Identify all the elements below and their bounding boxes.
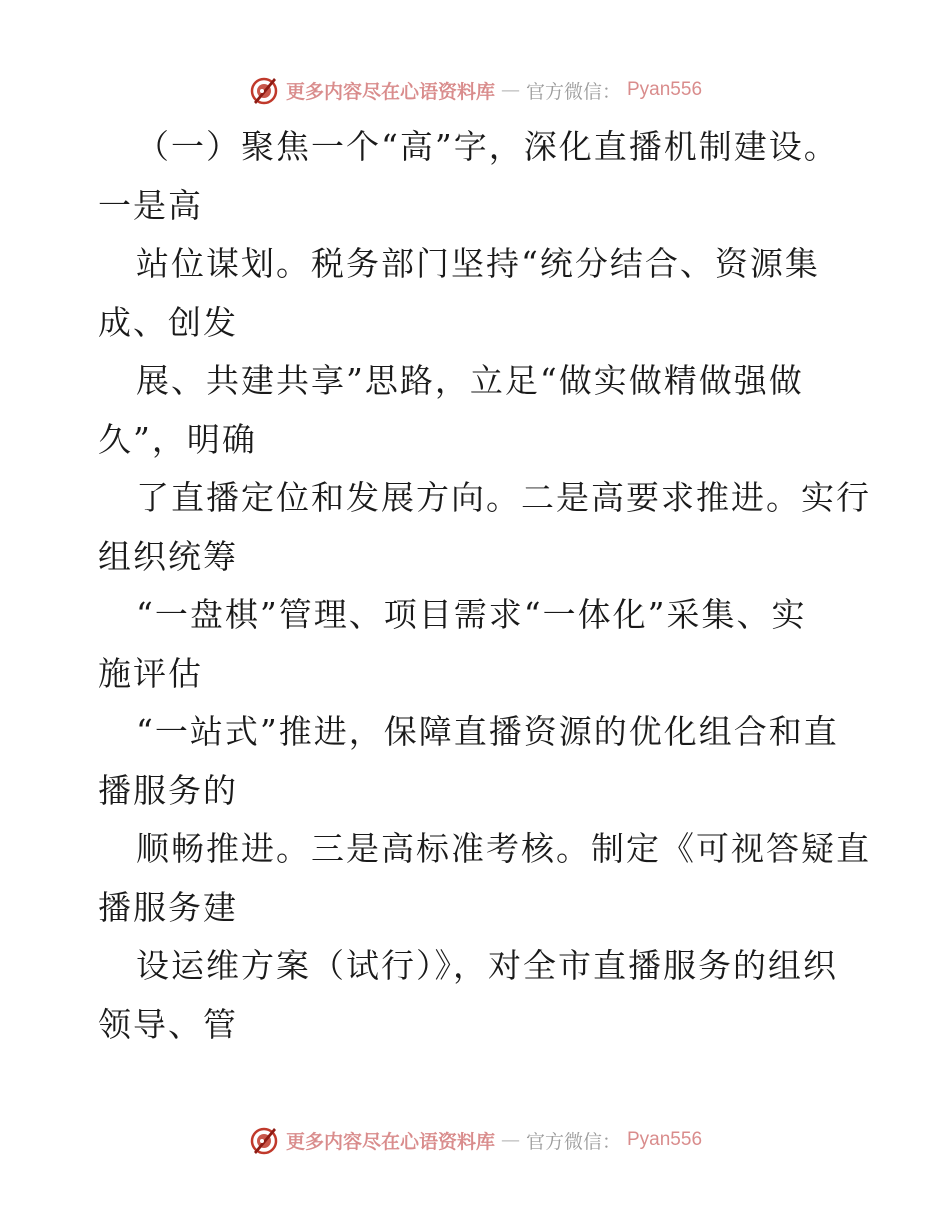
pen-logo-icon bbox=[248, 1124, 280, 1156]
watermark-wechat-id: Pyan556 bbox=[627, 79, 703, 100]
watermark-text: 更多内容尽在心语资料库 bbox=[285, 1130, 495, 1153]
text-line: “一盘棋”管理、项目需求“一体化”采集、实 bbox=[136, 595, 807, 634]
text-line: “一站式”推进，保障直播资源的优化组合和直 bbox=[136, 712, 839, 751]
text-line: 播服务建 bbox=[98, 887, 238, 927]
header-watermark-banner bbox=[0, 70, 950, 110]
footer-watermark-content bbox=[248, 1124, 702, 1156]
watermark-wechat-id: Pyan556 bbox=[627, 1129, 703, 1150]
watermark-wechat-label: 官方微信： bbox=[525, 1130, 621, 1153]
text-line: 久”，明确 bbox=[98, 419, 257, 459]
text-line: 领导、管 bbox=[98, 1004, 238, 1044]
text-line: 施评估 bbox=[98, 653, 203, 693]
text-line: 设运维方案（试行）》，对全市直播服务的组织 bbox=[136, 946, 838, 985]
text-line: （一）聚焦一个“高”字，深化直播机制建设。 bbox=[136, 127, 839, 166]
text-line: 顺畅推进。三是高标准考核。制定《可视答疑直 bbox=[136, 829, 871, 868]
pen-logo-icon bbox=[248, 74, 280, 106]
document-body bbox=[98, 118, 871, 1054]
text-line: 了直播定位和发展方向。二是高要求推进。实行 bbox=[136, 478, 871, 517]
text-line: 站位谋划。税务部门坚持“统分结合、资源集 bbox=[136, 244, 820, 283]
text-line: 播服务的 bbox=[98, 770, 238, 810]
text-line: 展、共建共享”思路，立足“做实做精做强做 bbox=[136, 361, 804, 400]
watermark-dash: — bbox=[500, 79, 520, 101]
watermark-wechat-label: 官方微信： bbox=[525, 80, 621, 103]
text-line: 组织统筹 bbox=[98, 536, 238, 576]
text-line: 一是高 bbox=[98, 185, 203, 225]
watermark-dash: — bbox=[500, 1129, 520, 1151]
watermark-text: 更多内容尽在心语资料库 bbox=[285, 80, 495, 103]
header-watermark-content bbox=[248, 74, 702, 106]
text-line: 成、创发 bbox=[98, 302, 238, 342]
footer-watermark-banner bbox=[0, 1120, 950, 1160]
